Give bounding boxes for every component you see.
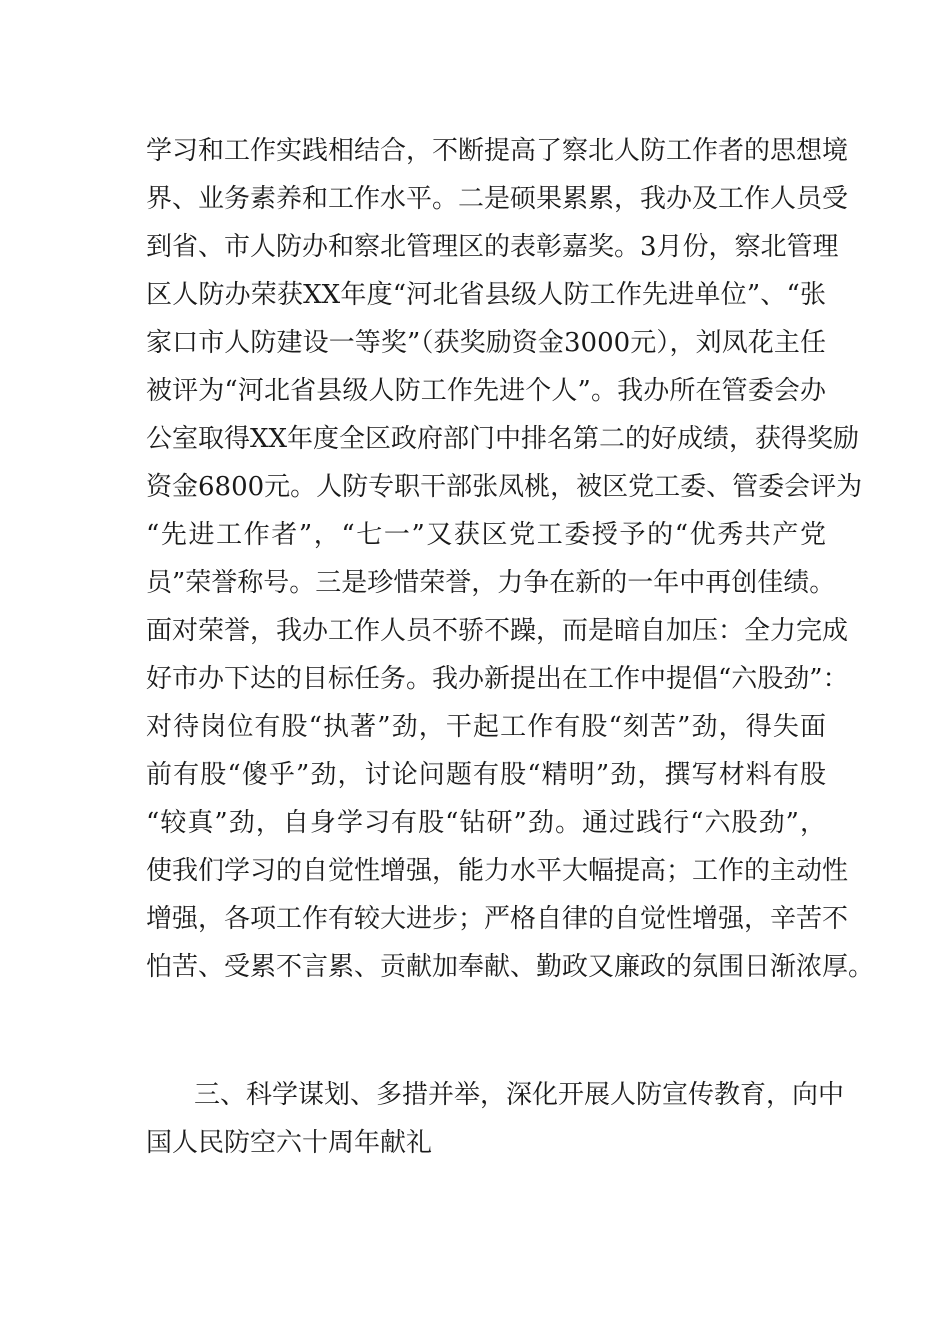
paragraph-line: 前有股“傻乎”劲，讨论问题有股“精明”劲，撰写材料有股 <box>146 760 826 790</box>
paragraph-line: 到省、市人防办和察北管理区的表彰嘉奖。3月份，察北管理 <box>146 232 839 262</box>
paragraph-line: 界、业务素养和工作水平。二是硕果累累，我办及工作人员受 <box>146 184 849 214</box>
section-heading-line: 国人民防空六十周年献礼 <box>146 1128 433 1158</box>
paragraph-line: “较真”劲，自身学习有股“钻研”劲。通过践行“六股劲”， <box>146 808 826 838</box>
paragraph-line: 对待岗位有股“执著”劲，干起工作有股“刻苦”劲，得失面 <box>146 712 826 742</box>
section-heading-line: 三、科学谋划、多措并举，深化开展人防宣传教育，向中 <box>194 1080 845 1110</box>
paragraph-line: 公室取得XX年度全区政府部门中排名第二的好成绩，获得奖励 <box>146 424 860 454</box>
paragraph-line: 面对荣誉，我办工作人员不骄不躁，而是暗自加压：全力完成 <box>146 616 849 646</box>
paragraph-line: 使我们学习的自觉性增强，能力水平大幅提高；工作的主动性 <box>146 856 849 886</box>
paragraph-line: 被评为“河北省县级人防工作先进个人”。我办所在管委会办 <box>146 376 826 406</box>
paragraph-line: 增强，各项工作有较大进步；严格自律的自觉性增强，辛苦不 <box>146 904 849 934</box>
paragraph-line: 员”荣誉称号。三是珍惜荣誉，力争在新的一年中再创佳绩。 <box>146 568 836 598</box>
paragraph-line: 区人防办荣获XX年度“河北省县级人防工作先进单位”、“张 <box>146 280 826 310</box>
paragraph-line: 资金6800元。人防专职干部张凤桃，被区党工委、管委会评为 <box>146 472 863 502</box>
paragraph-line: 怕苦、受累不言累、贡献加奉献、勤政又廉政的氛围日渐浓厚。 <box>146 952 875 982</box>
paragraph-line: 家口市人防建设一等奖”（获奖励资金3000元），刘凤花主任 <box>146 328 826 358</box>
paragraph-line: 好市办下达的目标任务。我办新提出在工作中提倡“六股劲”： <box>146 664 849 694</box>
paragraph-line: 学习和工作实践相结合，不断提高了察北人防工作者的思想境 <box>146 136 849 166</box>
paragraph-line: “先进工作者”，“七一”又获区党工委授予的“优秀共产党 <box>146 520 826 550</box>
